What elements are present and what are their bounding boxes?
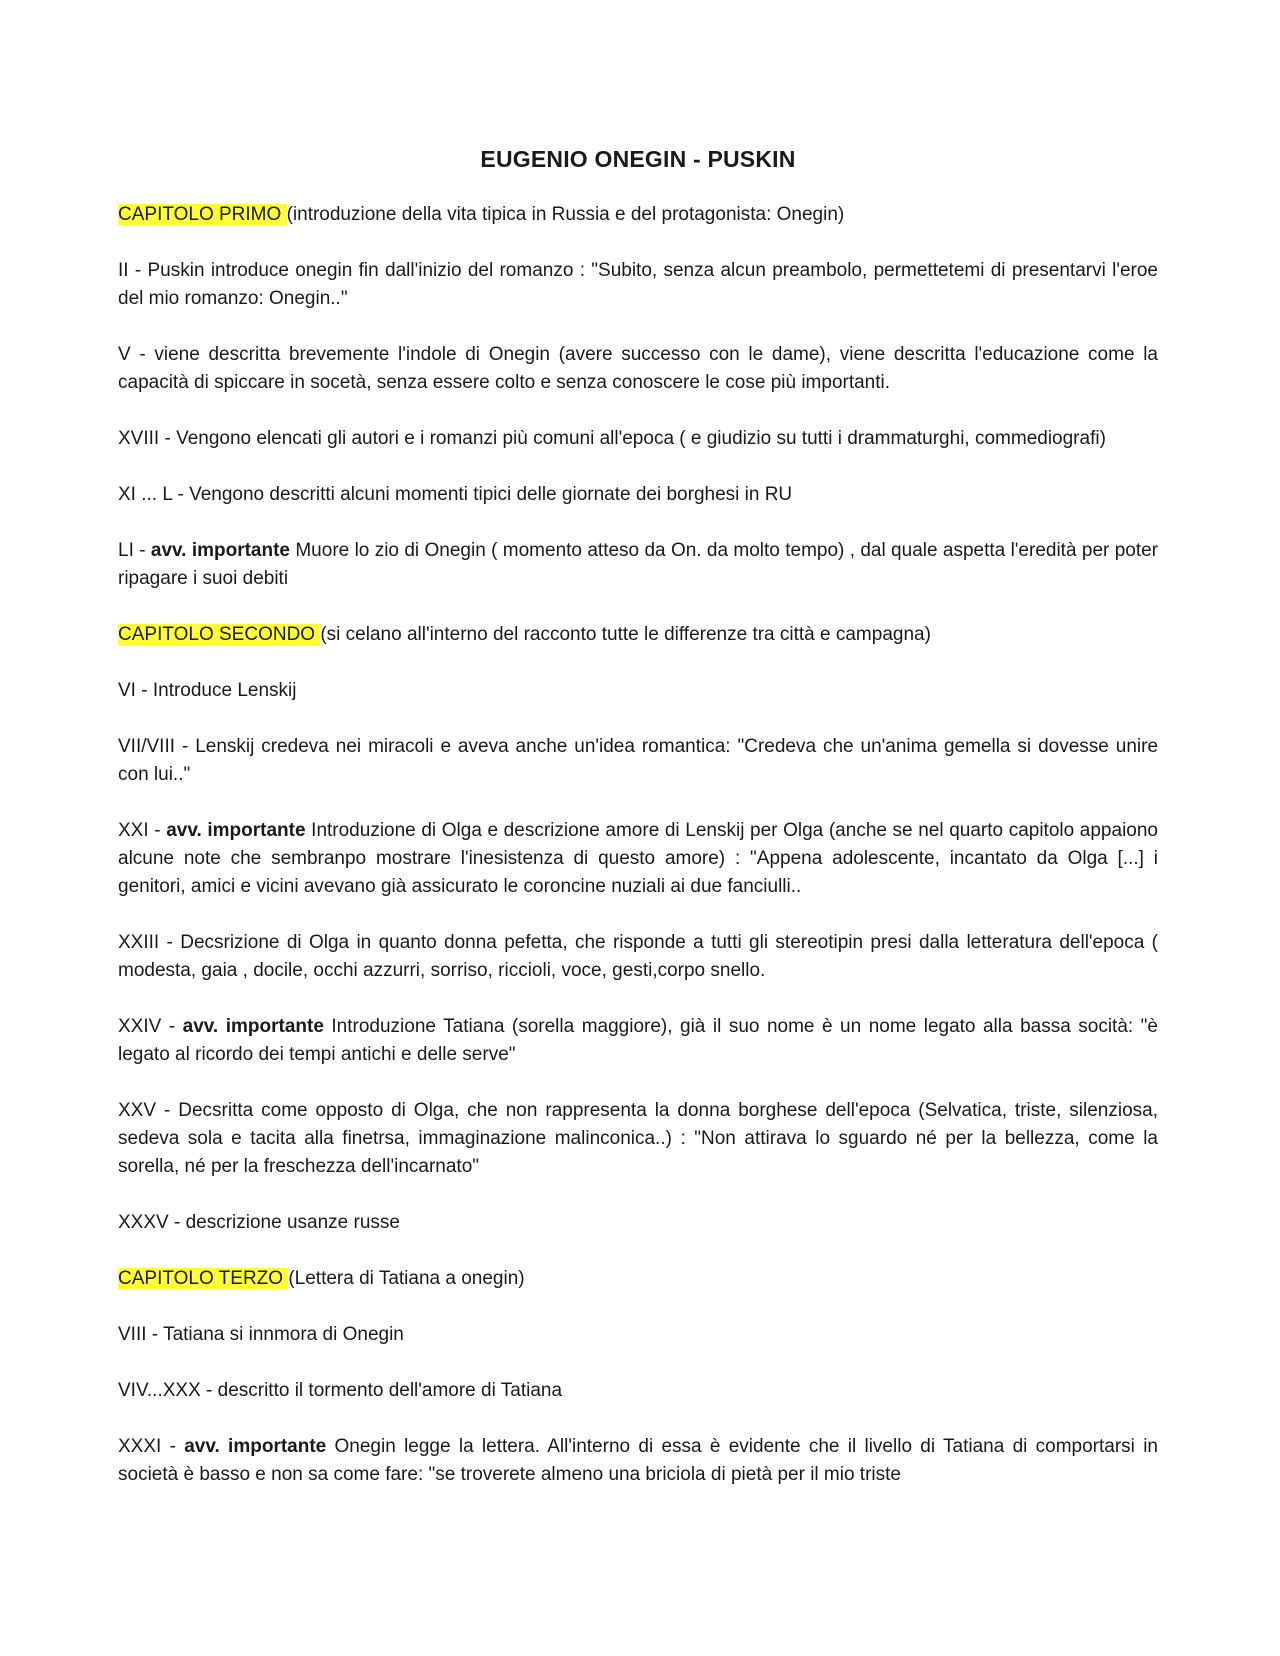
paragraph-prefix: XVIII - xyxy=(118,428,177,449)
paragraph-xxi xyxy=(118,817,1158,901)
paragraph-text: Introduzione di Olga e descrizione amore di Lenskij per Olga (anche se nel quarto capitolo appaiono alcune note che sembranpo mostrare l'inesistenza di questo amore) : "Appena adolescente, incantato da Olga [...] i genitori, amici e vicini avevano già assicurato le coroncine nuziali ai due fanciulli.. xyxy=(118,820,1158,897)
paragraph-prefix: XXIII - xyxy=(118,932,181,953)
paragraph-ii xyxy=(118,257,1158,313)
paragraph-xviii xyxy=(118,425,1158,453)
paragraph-vii-viii xyxy=(118,733,1158,789)
paragraph-prefix: VII/VIII - xyxy=(118,736,196,757)
paragraph-viii xyxy=(118,1321,1158,1349)
importance-note: avv. importante xyxy=(182,1016,324,1037)
paragraph-text: Decsritta come opposto di Olga, che non rappresenta la donna borghese dell'epoca (Selvatica, triste, silenziosa, sedeva sola e tacita alla finetrsa, immaginazione malinconica..) : "Non attirava lo sguardo né per la bellezza, come la sorella, né per la freschezza dell'incarnato" xyxy=(118,1100,1159,1177)
paragraph-text: descrizione usanze russe xyxy=(185,1212,400,1233)
chapter-2-description: (si celano all'interno del racconto tutte le differenze tra città e campagna) xyxy=(320,624,931,645)
paragraph-xxxv xyxy=(118,1209,1158,1237)
paragraph-viv-xxx xyxy=(118,1377,1158,1405)
paragraph-text: viene descritta brevemente l'indole di Onegin (avere successo con le dame), viene descritta l'educazione come la capacità di spiccare in socetà, senza essere colto e senza conoscere le cose più importanti. xyxy=(118,344,1158,393)
chapter-1-heading xyxy=(118,201,1158,229)
chapter-3-label: CAPITOLO TERZO xyxy=(118,1268,289,1289)
paragraph-text: Introduzione Tatiana (sorella maggiore), già il suo nome è un nome legato alla bassa socità: "è legato al ricordo dei tempi antichi e delle serve" xyxy=(118,1016,1158,1065)
paragraph-prefix: LI - xyxy=(118,540,151,561)
paragraph-text: Vengono elencati gli autori e i romanzi più comuni all'epoca ( e giudizio su tutti i drammaturghi, commediografi) xyxy=(176,428,1106,449)
chapter-2-label: CAPITOLO SECONDO xyxy=(118,624,321,645)
document-title: EUGENIO ONEGIN - PUSKIN xyxy=(480,146,796,172)
paragraph-prefix: VIV...XXX - xyxy=(118,1380,218,1401)
paragraph-prefix: XXI - xyxy=(118,820,167,841)
importance-note: avv. importante xyxy=(150,540,290,561)
paragraph-prefix: XXXV - xyxy=(118,1212,186,1233)
chapter-1-description: (introduzione della vita tipica in Russia e del protagonista: Onegin) xyxy=(286,204,845,225)
paragraph-xi-l xyxy=(118,481,1158,509)
paragraph-v xyxy=(118,341,1158,397)
paragraph-text: Tatiana si innmora di Onegin xyxy=(163,1324,404,1345)
importance-note: avv. importante xyxy=(166,820,306,841)
paragraph-prefix: V - xyxy=(118,344,155,365)
paragraph-text: Vengono descritti alcuni momenti tipici delle giornate dei borghesi in RU xyxy=(189,484,793,505)
paragraph-prefix: XXV - xyxy=(118,1100,179,1121)
paragraph-text: descritto il tormento dell'amore di Tatiana xyxy=(217,1380,563,1401)
paragraph-prefix: II - xyxy=(118,260,148,281)
paragraph-text: Decsrizione di Olga in quanto donna pefetta, che risponde a tutti gli stereotipin presi dalla letteratura dell'epoca ( modesta, gaia , docile, occhi azzurri, sorriso, riccioli, voce, gesti,corpo snello. xyxy=(118,932,1158,981)
paragraph-prefix: VI - xyxy=(118,680,153,701)
paragraph-prefix: XXIV - xyxy=(118,1016,183,1037)
paragraph-li xyxy=(118,537,1158,593)
paragraph-xxiv xyxy=(118,1013,1158,1069)
paragraph-text: Introduce Lenskij xyxy=(152,680,297,701)
chapter-3-description: (Lettera di Tatiana a onegin) xyxy=(288,1268,525,1289)
chapter-2-heading xyxy=(118,621,1158,649)
chapter-1-label: CAPITOLO PRIMO xyxy=(118,204,287,225)
paragraph-text: Muore lo zio di Onegin ( momento atteso da On. da molto tempo) , dal quale aspetta l'eredità per poter ripagare i suoi debiti xyxy=(118,540,1159,589)
paragraph-vi xyxy=(118,677,1158,705)
paragraph-xxv xyxy=(118,1097,1158,1181)
importance-note: avv. importante xyxy=(184,1436,327,1457)
paragraph-xxxi xyxy=(118,1433,1158,1489)
paragraph-text: Lenskij credeva nei miracoli e aveva anche un'idea romantica: "Credeva che un'anima gemella si dovesse unire con lui.." xyxy=(118,736,1159,785)
paragraph-prefix: VIII - xyxy=(118,1324,164,1345)
paragraph-prefix: XXXI - xyxy=(118,1436,185,1457)
paragraph-xxiii xyxy=(118,929,1158,985)
paragraph-prefix: XI ... L - xyxy=(118,484,190,505)
paragraph-text: Onegin legge la lettera. All'interno di essa è evidente che il livello di Tatiana di comportarsi in società è basso e non sa come fare: "se troverete almeno una briciola di pietà per il mio triste xyxy=(118,1436,1158,1485)
chapter-3-heading xyxy=(118,1265,1158,1293)
paragraph-text: Puskin introduce onegin fin dall'inizio del romanzo : "Subito, senza alcun preambolo, permettetemi di presentarvi l'eroe del mio romanzo: Onegin.." xyxy=(118,260,1158,309)
